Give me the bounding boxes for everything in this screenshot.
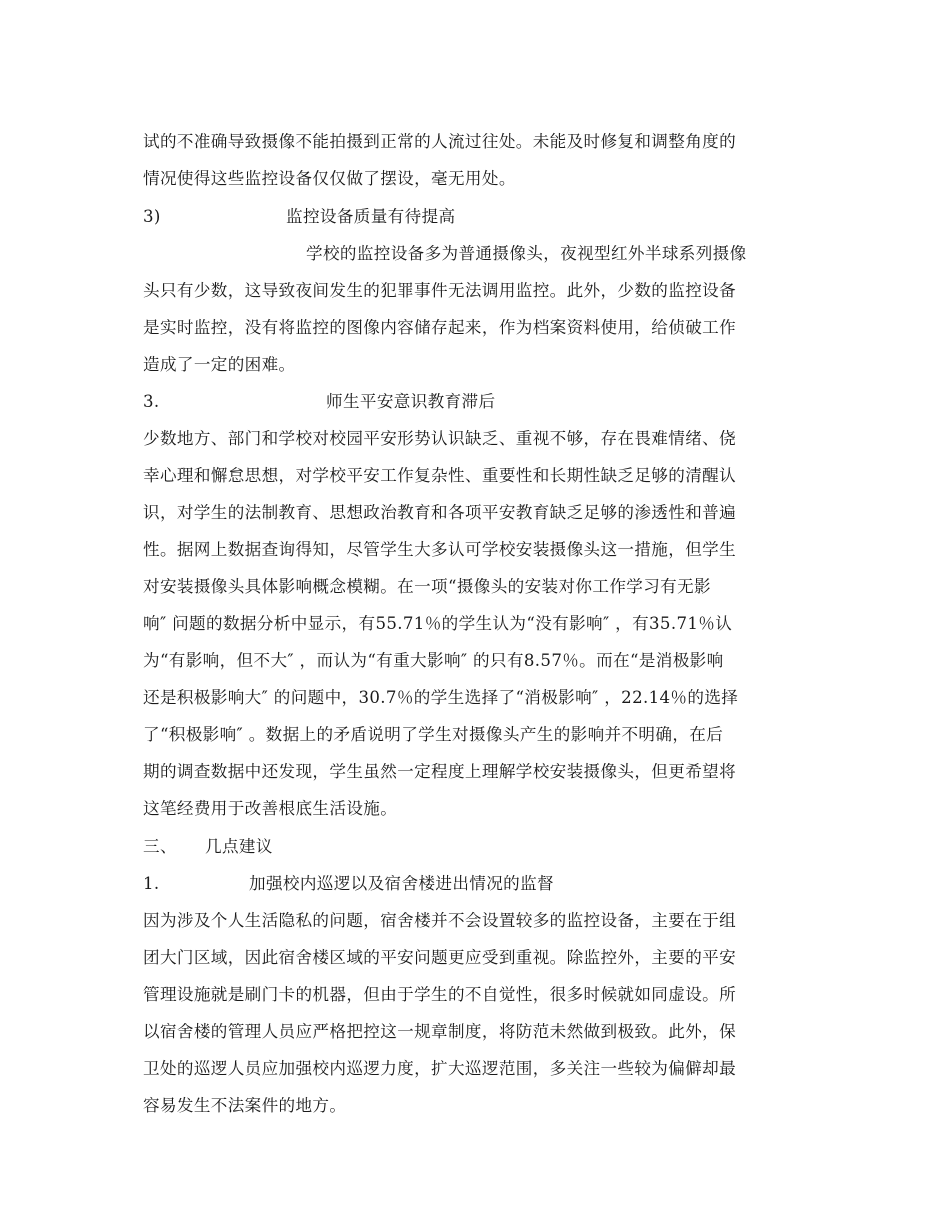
section-number: 3. bbox=[143, 392, 160, 411]
body-line: 了“积极影响″ 。数据上的矛盾说明了学生对摄像头产生的影响并不明确，在后 bbox=[143, 725, 724, 744]
body-line: 为“有影响，但不大″ ，而认为“有重大影响″ 的只有8.57％。而在“是消极影响 bbox=[143, 651, 724, 670]
body-line: 是实时监控，没有将监控的图像内容储存起来，作为档案资料使用，给侦破工作 bbox=[143, 318, 737, 337]
part-title: 几点建议 bbox=[205, 837, 273, 856]
body-line: 以宿舍楼的管理人员应严格把控这一规章制度，将防范未然做到极致。此外，保 bbox=[143, 1022, 737, 1041]
body-line: 性。据网上数据查询得知，尽管学生大多认可学校安装摄像头这一措施，但学生 bbox=[143, 540, 737, 559]
body-line: 学校的监控设备多为普通摄像头，夜视型红外半球系列摄像 bbox=[306, 244, 747, 263]
body-line: 少数地方、部门和学校对校园平安形势认识缺乏、重视不够，存在畏难情绪、侥 bbox=[143, 429, 737, 448]
body-line: 情况使得这些监控设备仅仅做了摆设，毫无用处。 bbox=[143, 169, 516, 188]
body-line: 卫处的巡逻人员应加强校内巡逻力度，扩大巡逻范围，多关注一些较为偏僻却最 bbox=[143, 1059, 737, 1078]
body-line: 还是积极影响大″ 的问题中，30.7％的学生选择了“消极影响″ ，22.14％的选择 bbox=[143, 688, 739, 707]
body-line: 容易发生不法案件的地方。 bbox=[143, 1096, 347, 1115]
body-line: 这笔经费用于改善根底生活设施。 bbox=[143, 799, 398, 818]
heading-number: 3) bbox=[143, 207, 161, 226]
section-title: 加强校内巡逻以及宿舍楼进出情况的监督 bbox=[249, 874, 554, 893]
body-line: 团大门区域，因此宿舍楼区域的平安问题更应受到重视。除监控外，主要的平安 bbox=[143, 948, 737, 967]
body-line: 期的调查数据中还发现，学生虽然一定程度上理解学校安装摄像头，但更希望将 bbox=[143, 762, 737, 781]
body-line: 因为涉及个人生活隐私的问题，宿舍楼并不会设置较多的监控设备，主要在于组 bbox=[143, 911, 737, 930]
body-line: 头只有少数，这导致夜间发生的犯罪事件无法调用监控。此外，少数的监控设备 bbox=[143, 281, 737, 300]
body-line: 对安装摄像头具体影响概念模糊。在一项“摄像头的安装对你工作学习有无影 bbox=[143, 577, 711, 596]
body-line: 响″ 问题的数据分析中显示，有55.71％的学生认为“没有影响″ ，有35.71％认 bbox=[143, 614, 733, 633]
body-line: 试的不准确导致摄像不能拍摄到正常的人流过往处。未能及时修复和调整角度的 bbox=[143, 132, 737, 151]
section-title: 师生平安意识教育滞后 bbox=[326, 392, 496, 411]
body-line: 造成了一定的困难。 bbox=[143, 355, 296, 374]
body-line: 幸心理和懈怠思想，对学校平安工作复杂性、重要性和长期性缺乏足够的清醒认 bbox=[143, 466, 737, 485]
body-line: 管理设施就是刷门卡的机器，但由于学生的不自觉性，很多时候就如同虚设。所 bbox=[143, 985, 737, 1004]
section-number: 1. bbox=[143, 874, 160, 893]
part-number: 三、 bbox=[143, 837, 177, 856]
heading-text: 监控设备质量有待提高 bbox=[286, 207, 456, 226]
body-line: 识，对学生的法制教育、思想政治教育和各项平安教育缺乏足够的渗透性和普遍 bbox=[143, 503, 737, 522]
